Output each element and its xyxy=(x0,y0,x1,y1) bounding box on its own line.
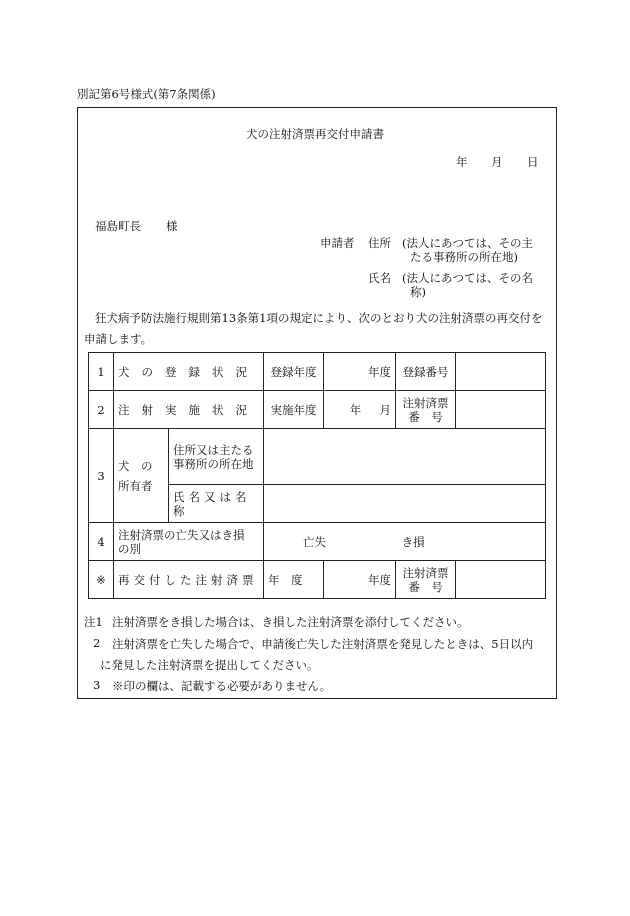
applicant-name-label: 氏名 xyxy=(368,271,391,285)
owner-address-label-line-2: 事務所の所在地 xyxy=(173,456,254,471)
loss-or-damage-field[interactable] xyxy=(264,523,546,561)
note-1-prefix: 注1 xyxy=(84,615,103,629)
applicant-name-note-2: 称) xyxy=(410,285,426,299)
vaccination-year-label: 実施年度 xyxy=(264,391,324,429)
dog-registration-status-label: 犬の登録状況 xyxy=(114,353,264,391)
loss-or-damage-label-line-1: 注射済票の亡失又はき損 xyxy=(118,527,245,542)
body-text-line-1: 狂犬病予防法施行規則第13条第1項の規定により、次のとおり犬の注射済票の再交付を xyxy=(95,311,543,325)
applicant-name-note-1: (法人にあつては、その名 xyxy=(402,271,533,285)
owner-name-field[interactable] xyxy=(264,485,546,523)
body-text-line-2: 申請します。 xyxy=(84,332,153,346)
registration-year-unit[interactable]: 年度 xyxy=(324,353,396,391)
row-number: 4 xyxy=(89,523,114,561)
owner-address-label xyxy=(169,429,264,485)
option-lost[interactable]: 亡失 xyxy=(303,534,326,549)
applicant-label: 申請者 xyxy=(320,236,355,250)
vaccination-year-unit: 年 xyxy=(349,402,362,417)
registration-year-label: 登録年度 xyxy=(264,353,324,391)
date-day: 日 xyxy=(527,155,539,169)
row-number: 2 xyxy=(89,391,114,429)
table-row xyxy=(89,429,546,485)
tag-number-label xyxy=(396,391,456,429)
tag-number-label-line-1: 注射済票 xyxy=(402,395,449,410)
reissued-tag-number-label-line-2: 番 号 xyxy=(408,579,443,594)
vaccination-status-label: 注射実施状況 xyxy=(114,391,264,429)
applicant-address-label: 住所 xyxy=(368,236,391,250)
date-year: 年 xyxy=(456,155,468,169)
vaccination-month-unit: 月 xyxy=(379,402,391,417)
reissued-tag-label: 再交付した注射済票 xyxy=(114,561,264,599)
owner-name-label: 氏名又は名称 xyxy=(169,485,264,523)
reissued-tag-number-field[interactable] xyxy=(456,561,546,599)
form-label: 別記第6号様式(第7条関係) xyxy=(77,87,216,101)
application-table xyxy=(88,352,546,599)
note-2-line-2: に発見した注射済票を提出してください。 xyxy=(100,658,319,672)
reissued-tag-number-label-line-1: 注射済票 xyxy=(402,565,449,580)
note-2-line-1: 注射済票を亡失した場合で、申請後亡失した注射済票を発見したときは、5日以内 xyxy=(112,637,534,651)
tag-number-label-line-2: 番 号 xyxy=(408,409,443,424)
note-2-prefix: 2 xyxy=(93,636,101,650)
note-3: ※印の欄は、記載する必要がありません。 xyxy=(112,679,332,693)
loss-or-damage-label-line-2: の別 xyxy=(118,541,141,556)
owner-address-label-line-1: 住所又は主たる xyxy=(173,442,254,457)
reissued-year-unit[interactable]: 年度 xyxy=(324,561,396,599)
owner-address-field[interactable] xyxy=(264,429,546,485)
owner-label-line-2: 所有者 xyxy=(118,478,153,493)
page-title: 犬の注射済票再交付申請書 xyxy=(246,127,384,141)
table-row xyxy=(89,391,546,429)
note-3-prefix: 3 xyxy=(93,678,101,692)
applicant-address-note-1: (法人にあつては、その主 xyxy=(402,236,533,250)
registration-number-label: 登録番号 xyxy=(396,353,456,391)
addressee-town: 福島町長 xyxy=(95,219,141,233)
owner-label xyxy=(114,429,169,523)
row-number: 3 xyxy=(89,429,114,523)
table-row xyxy=(89,561,546,599)
owner-label-line-1: 犬 の xyxy=(118,458,153,473)
vaccination-date-field[interactable] xyxy=(324,391,396,429)
tag-number-field[interactable] xyxy=(456,391,546,429)
loss-or-damage-label xyxy=(114,523,264,561)
date-month: 月 xyxy=(491,155,503,169)
option-damaged[interactable]: き損 xyxy=(401,534,425,549)
row-number: 1 xyxy=(89,353,114,391)
reissued-tag-number-label xyxy=(396,561,456,599)
addressee-honorific: 様 xyxy=(166,219,178,233)
note-1: 注射済票をき損した場合は、き損した注射済票を添付してください。 xyxy=(112,615,469,629)
registration-number-field[interactable] xyxy=(456,353,546,391)
table-row xyxy=(89,523,546,561)
row-mark: ※ xyxy=(89,561,114,599)
reissued-year-label: 年 度 xyxy=(264,561,324,599)
table-row xyxy=(89,353,546,391)
applicant-address-note-2: たる事務所の所在地) xyxy=(410,250,518,264)
